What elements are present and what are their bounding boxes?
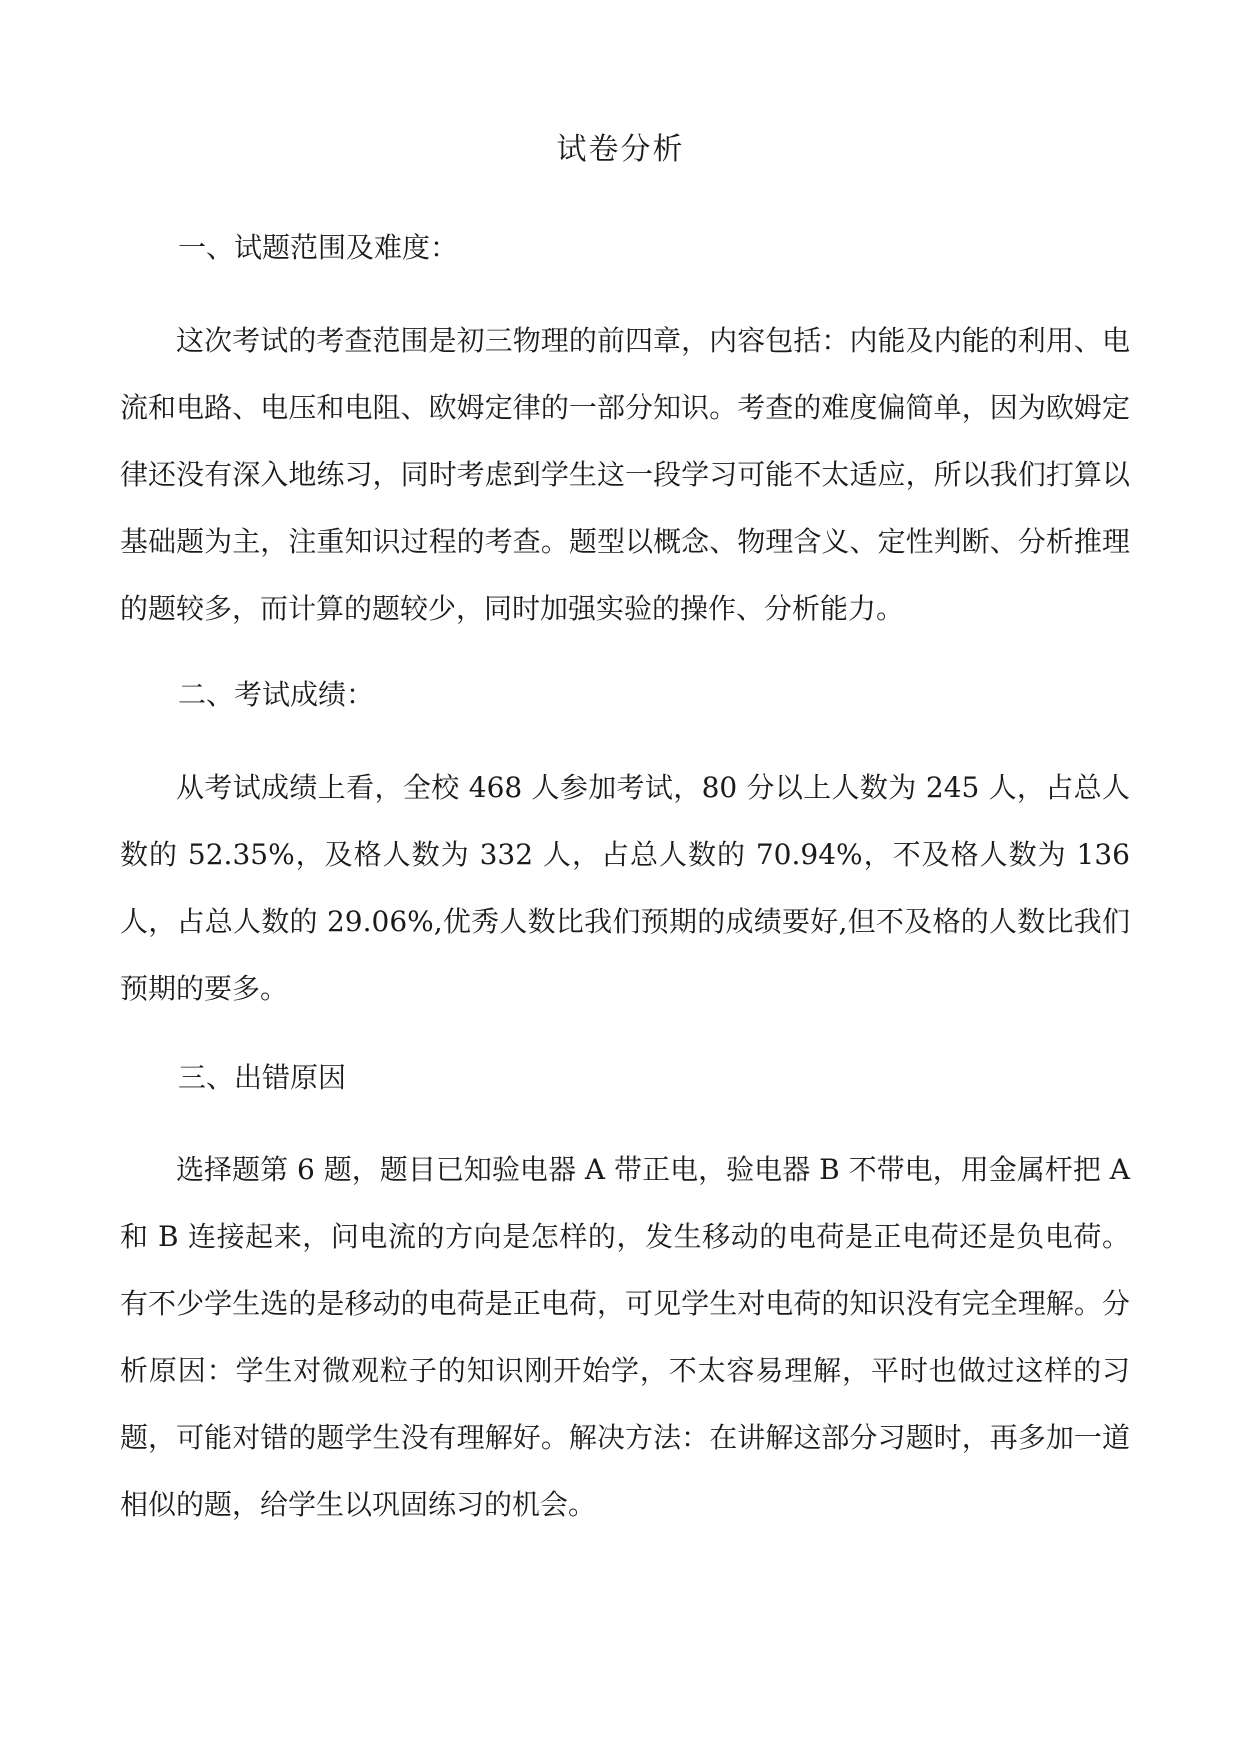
section-3-body: 选择题第 6 题，题目已知验电器 A 带正电，验电器 B 不带电，用金属杆把 A 和 B 连接起来，问电流的方向是怎样的，发生移动的电荷是正电荷还是负电荷。有不少学生选的是移动的电荷是正电荷，可见学生对电荷的知识没有完全理解。分析原因：学生对微观粒子的知识刚开始学，不太容易理解，平时也做过这样的习题，可能对错的题学生没有理解好。解决方法：在讲解这部分习题时，再多加一道相似的题，给学生以巩固练习的机会。	[120, 1153, 1130, 1521]
section-1-body: 这次考试的考查范围是初三物理的前四章，内容包括：内能及内能的利用、电流和电路、电压和电阻、欧姆定律的一部分知识。考查的难度偏简单，因为欧姆定律还没有深入地练习，同时考虑到学生这一段学习可能不太适应，所以我们打算以基础题为主，注重知识过程的考查。题型以概念、物理含义、定性判断、分析推理的题较多，而计算的题较少，同时加强实验的操作、分析能力。	[120, 324, 1130, 625]
document-title: 试卷分析	[556, 132, 685, 167]
section-1-heading: 一、试题范围及难度：	[178, 231, 459, 264]
section-2-heading: 二、考试成绩：	[178, 678, 375, 711]
section-2-body: 从考试成绩上看，全校 468 人参加考试，80 分以上人数为 245 人，占总人数的 52.35%，及格人数为 332 人，占总人数的 70.94%，不及格人数为 136 人，占总人数的 29.06%,优秀人数比我们预期的成绩要好,但不及格的人数比我们预期的要多。	[120, 771, 1130, 1005]
section-3-heading: 三、出错原因	[178, 1061, 347, 1094]
